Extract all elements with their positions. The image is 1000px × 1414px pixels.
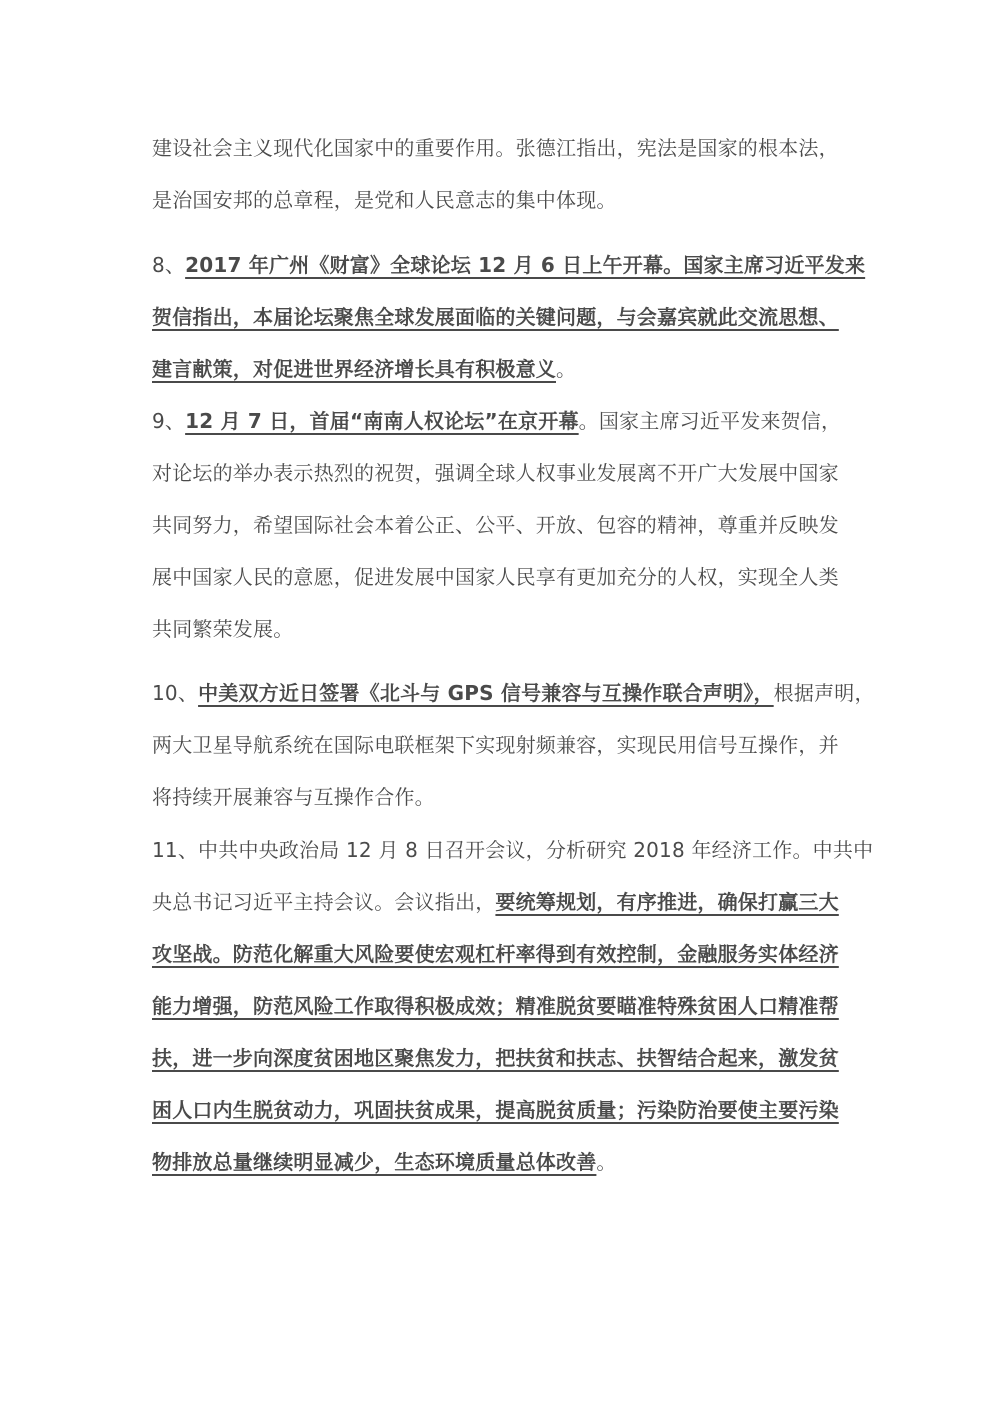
highlight-text: 2017 年广州《财富》全球论坛 12 月 6 日上午开幕。国家主席习近平发来 [185,253,866,277]
item-11-line-1 [152,836,873,864]
text: 。 [556,357,577,381]
text: 建设社会主义现代化国家中的重要作用。张德江指出，宪法是国家的根本法， [152,136,839,160]
item-10-line-3 [152,783,435,811]
paragraph-7-line-2 [152,186,617,214]
highlight-text: 12 月 7 日，首届“南南人权论坛”在京开幕 [185,409,579,433]
highlight-text: 能力增强，防范风险工作取得积极成效；精准脱贫要瞄准特殊贫困人口精准帮 [152,994,839,1018]
highlight-text: 物排放总量继续明显减少，生态环境质量总体改善 [152,1150,597,1174]
text: 将持续开展兼容与互操作合作。 [152,785,435,809]
highlight-text: 扶，进一步向深度贫困地区聚焦发力，把扶贫和扶志、扶智结合起来，激发贫 [152,1046,839,1070]
highlight-text: 攻坚战。防范化解重大风险要使宏观杠杆率得到有效控制，金融服务实体经济 [152,942,839,966]
highlight-text: 要统筹规划，有序推进，确保打赢三大 [495,890,839,914]
item-number: 9、 [152,409,186,433]
item-10-line-2 [152,731,839,759]
item-8-line-1 [152,251,865,279]
text: 11、中共中央政治局 12 月 8 日召开会议，分析研究 2018 年经济工作。中共中 [152,838,874,862]
item-8-line-2 [152,303,839,331]
text: 两大卫星导航系统在国际电联框架下实现射频兼容，实现民用信号互操作，并 [152,733,839,757]
paragraph-7-line-1 [152,134,839,162]
item-11-line-2 [152,888,839,916]
item-8-line-3 [152,355,576,383]
highlight-text: 困人口内生脱贫动力，巩固扶贫成果，提高脱贫质量；污染防治要使主要污染 [152,1098,839,1122]
item-9-line-4 [152,563,839,591]
highlight-text: 贺信指出，本届论坛聚焦全球发展面临的关键问题，与会嘉宾就此交流思想、 [152,305,839,329]
text: 。国家主席习近平发来贺信， [578,409,842,433]
item-number: 10、 [152,681,199,705]
item-9-line-1 [152,407,841,435]
item-11-line-4 [152,992,839,1020]
highlight-text: 建言献策，对促进世界经济增长具有积极意义 [152,357,556,381]
text: 共同繁荣发展。 [152,617,294,641]
text: 对论坛的举办表示热烈的祝贺，强调全球人权事业发展离不开广大发展中国家 [152,461,839,485]
item-11-line-6 [152,1096,839,1124]
item-9-line-5 [152,615,293,643]
item-number: 8、 [152,253,186,277]
item-11-line-3 [152,940,839,968]
item-9-line-2 [152,459,839,487]
text: 。 [596,1150,617,1174]
text: 共同努力，希望国际社会本着公正、公平、开放、包容的精神，尊重并反映发 [152,513,839,537]
item-11-line-7 [152,1148,617,1176]
text: 是治国安邦的总章程，是党和人民意志的集中体现。 [152,188,617,212]
text: 央总书记习近平主持会议。会议指出， [152,890,496,914]
item-9-line-3 [152,511,839,539]
text: 根据声明， [773,681,875,705]
highlight-text: 中美双方近日签署《北斗与 GPS 信号兼容与互操作联合声明》， [198,681,774,705]
item-11-line-5 [152,1044,839,1072]
text: 展中国家人民的意愿，促进发展中国家人民享有更加充分的人权，实现全人类 [152,565,839,589]
item-10-line-1 [152,679,875,707]
